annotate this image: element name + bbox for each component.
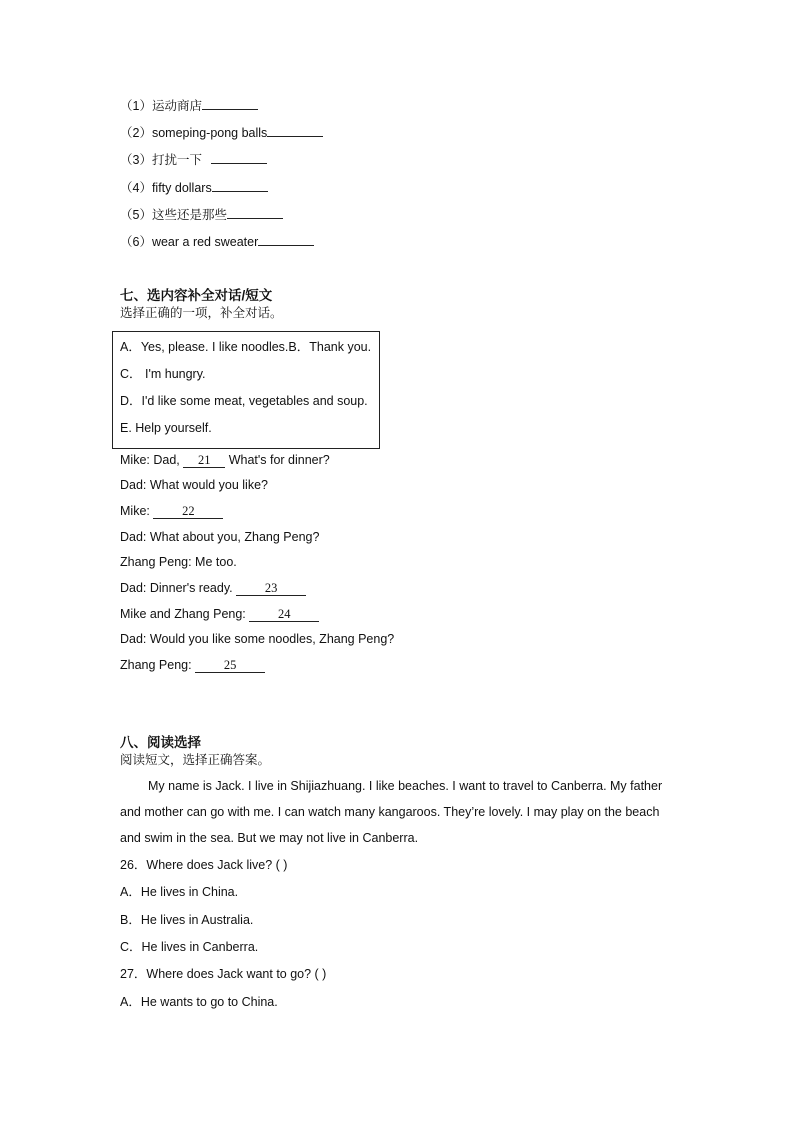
dialogue-line-6 bbox=[120, 580, 306, 596]
vocab-text: 打扰一下 bbox=[151, 153, 206, 167]
dialogue-text: Mike: bbox=[120, 504, 154, 518]
options-box bbox=[112, 331, 380, 449]
question-27: 27．Where does Jack want to go? ( ) bbox=[120, 967, 327, 981]
dialogue-line-4: Dad: What about you, Zhang Peng? bbox=[120, 530, 320, 544]
vocab-number: （6） bbox=[120, 235, 152, 249]
answer-blank[interactable] bbox=[202, 97, 258, 110]
dialogue-text: Mike: Dad, bbox=[120, 453, 184, 467]
vocab-text: fifty dollars bbox=[151, 181, 212, 195]
vocab-number: （3） bbox=[120, 153, 152, 167]
vocab-text: 这些还是那些 bbox=[151, 208, 227, 222]
vocab-number: （5） bbox=[120, 208, 152, 222]
q26-option-a[interactable]: A．He lives in China. bbox=[120, 885, 239, 899]
option-d: D．I'd like some meat, vegetables and soup. bbox=[120, 394, 368, 408]
vocab-item-5 bbox=[120, 206, 283, 223]
answer-blank[interactable] bbox=[227, 206, 283, 219]
section-8-title: 八、阅读选择 bbox=[120, 735, 201, 750]
vocab-number: （4） bbox=[120, 181, 152, 195]
q26-option-c[interactable]: C．He lives in Canberra. bbox=[120, 940, 259, 954]
dialogue-line-7 bbox=[120, 606, 319, 622]
blank-21[interactable]: 21 bbox=[183, 454, 225, 468]
dialogue-line-8: Dad: Would you like some noodles, Zhang Peng? bbox=[120, 632, 395, 646]
vocab-item-1 bbox=[120, 97, 258, 114]
vocab-text: 运动商店 bbox=[151, 99, 202, 113]
answer-blank[interactable] bbox=[267, 124, 323, 137]
vocab-item-3 bbox=[120, 151, 267, 168]
dialogue-line-2: Dad: What would you like? bbox=[120, 478, 268, 492]
vocab-item-6 bbox=[120, 233, 314, 250]
option-a-b: A．Yes, please. I like noodles.B．Thank you. bbox=[120, 340, 372, 354]
answer-blank[interactable] bbox=[212, 179, 268, 192]
q27-option-a[interactable]: A．He wants to go to China. bbox=[120, 995, 278, 1009]
dialogue-line-3 bbox=[120, 503, 223, 519]
answer-blank[interactable] bbox=[211, 151, 267, 164]
q26-option-b[interactable]: B．He lives in Australia. bbox=[120, 913, 254, 927]
dialogue-line-5: Zhang Peng: Me too. bbox=[120, 555, 237, 569]
section-7-instruction: 选择正确的一项，补全对话。 bbox=[120, 306, 283, 320]
section-7-title: 七、选内容补全对话/短文 bbox=[120, 288, 273, 303]
option-e: E. Help yourself. bbox=[120, 421, 212, 435]
dialogue-line-9 bbox=[120, 657, 265, 673]
vocab-number: （2） bbox=[120, 126, 152, 140]
section-8-instruction: 阅读短文，选择正确答案。 bbox=[120, 753, 271, 767]
question-26: 26．Where does Jack live? ( ) bbox=[120, 858, 288, 872]
answer-blank[interactable] bbox=[258, 233, 314, 246]
blank-25[interactable]: 25 bbox=[195, 659, 265, 673]
vocab-number: （1） bbox=[120, 99, 152, 113]
blank-22[interactable]: 22 bbox=[153, 505, 223, 519]
blank-24[interactable]: 24 bbox=[249, 608, 319, 622]
dialogue-text: What's for dinner? bbox=[225, 453, 330, 467]
option-c: C． I'm hungry. bbox=[120, 367, 206, 381]
blank-23[interactable]: 23 bbox=[236, 582, 306, 596]
vocab-text: wear a red sweater bbox=[151, 235, 259, 249]
dialogue-line-1 bbox=[120, 452, 330, 468]
vocab-item-4 bbox=[120, 179, 268, 196]
vocab-text: someping-pong balls bbox=[151, 126, 268, 140]
dialogue-text: Mike and Zhang Peng: bbox=[120, 607, 250, 621]
vocab-item-2 bbox=[120, 124, 323, 141]
reading-passage: My name is Jack. I live in Shijiazhuang. I like beaches. I want to travel to Canberra. My father and mother can go with me. I can watch many kangaroos. They’re lovely. I may play on the beach and swim in the sea. But we may not live in Canberra. bbox=[120, 779, 663, 845]
dialogue-text: Dad: Dinner's ready. bbox=[120, 581, 237, 595]
dialogue-text: Zhang Peng: bbox=[120, 658, 196, 672]
